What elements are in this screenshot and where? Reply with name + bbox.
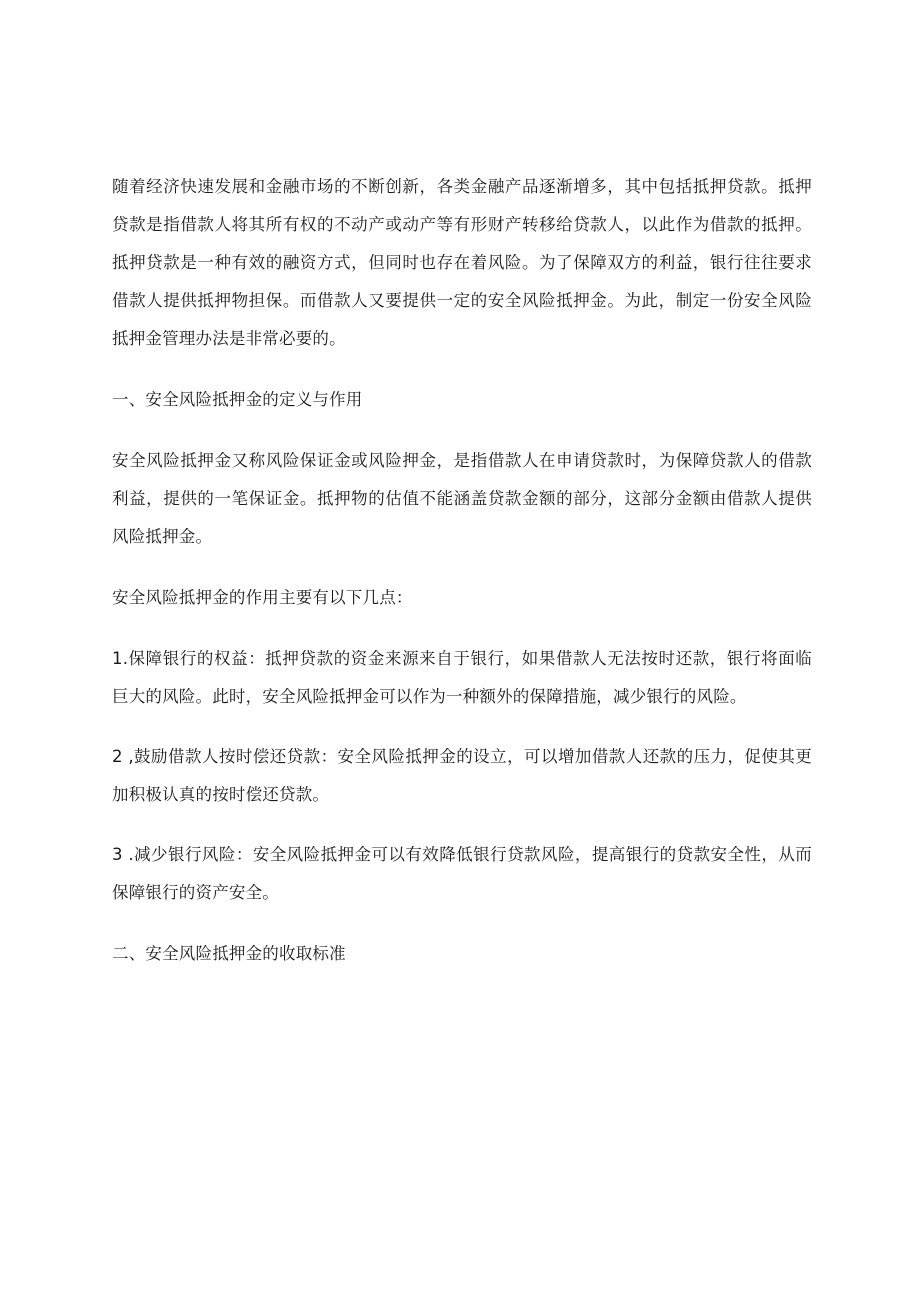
- document-body: [112, 168, 812, 973]
- list-item-1: 1.保障银行的权益：抵押贷款的资金来源来自于银行，如果借款人无法按时还款，银行将面临巨大的风险。此时，安全风险抵押金可以作为一种额外的保障措施，减少银行的风险。: [112, 649, 812, 706]
- definition-paragraph: 安全风险抵押金又称风险保证金或风险押金，是指借款人在申请贷款时，为保障贷款人的借款利益，提供的一笔保证金。抵押物的估值不能涵盖贷款金额的部分，这部分金额由借款人提供风险抵押金。: [112, 451, 812, 546]
- section-1-heading: 一、安全风险抵押金的定义与作用: [112, 390, 363, 409]
- purpose-lead-paragraph: 安全风险抵押金的作用主要有以下几点：: [112, 588, 413, 607]
- list-item-3: 3 .减少银行风险：安全风险抵押金可以有效降低银行贷款风险，提高银行的贷款安全性，从而保障银行的资产安全。: [112, 845, 812, 902]
- list-item-2: 2 ,鼓励借款人按时偿还贷款：安全风险抵押金的设立，可以增加借款人还款的压力，促使其更加积极认真的按时偿还贷款。: [112, 747, 812, 804]
- section-2-heading: 二、安全风险抵押金的收取标准: [112, 944, 346, 963]
- intro-paragraph: 随着经济快速发展和金融市场的不断创新，各类金融产品逐渐增多，其中包括抵押贷款。抵押贷款是指借款人将其所有权的不动产或动产等有形财产转移给贷款人，以此作为借款的抵押。抵押贷款是一种有效的融资方式，但同时也存在着风险。为了保障双方的利益，银行往往要求借款人提供抵押物担保。而借款人又要提供一定的安全风险抵押金。为此，制定一份安全风险抵押金管理办法是非常必要的。: [112, 177, 812, 348]
